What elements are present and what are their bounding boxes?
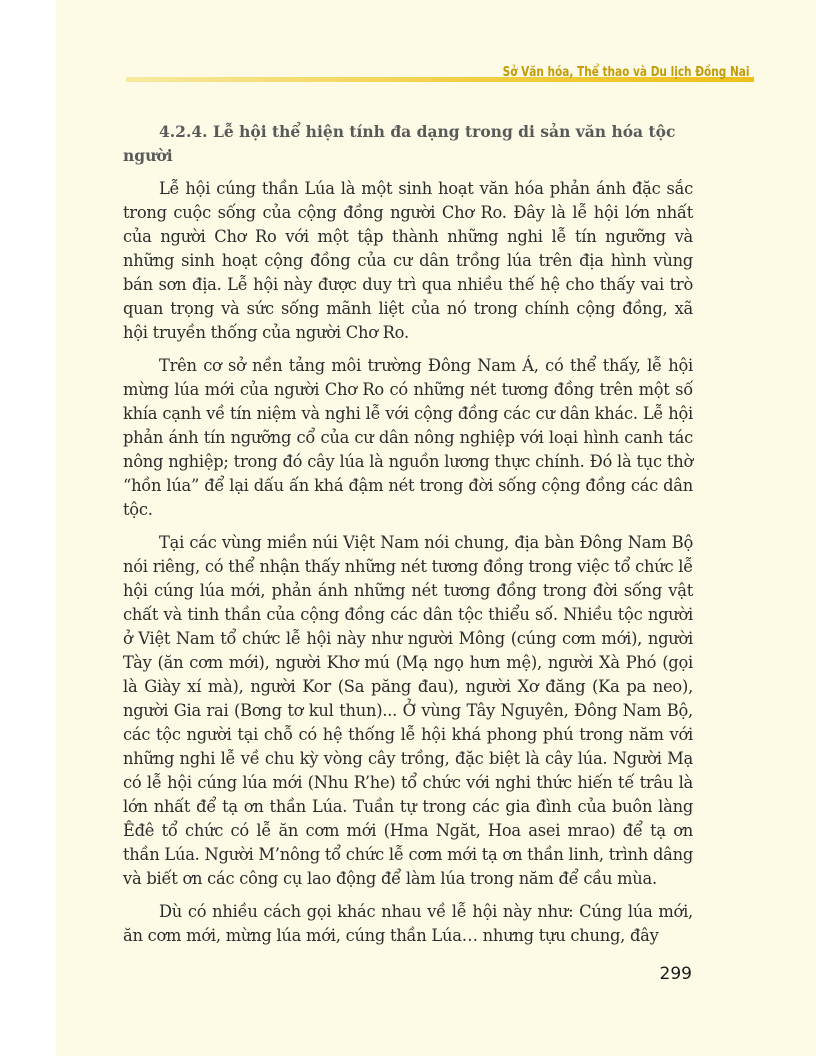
paragraph-1: Lễ hội cúng thần Lúa là một sinh hoạt văn hóa phản ánh đặc sắc trong cuộc sống của cộng đồng người Chơ Ro. Đây là lễ hội lớn nhất của người Chơ Ro với một tập thành những nghi lễ tín ngưỡng và những sinh hoạt cộng đồng của cư dân trồng lúa trên địa hình vùng bán sơn địa. Lễ hội này được duy trì qua nhiều thế hệ cho thấy vai trò quan trọng và sức sống mãnh liệt của nó trong chính cộng đồng, xã hội truyền thống của người Chơ Ro. [123,179,693,342]
page-content [123,120,693,957]
running-header: Sở Văn hóa, Thể thao và Du lịch Đồng Nai [503,64,750,80]
section-heading: 4.2.4. Lễ hội thể hiện tính đa dạng trong di sản văn hóa tộc người [123,122,676,165]
page-number: 299 [659,964,692,984]
paragraph-2: Trên cơ sở nền tảng môi trường Đông Nam Á, có thể thấy, lễ hội mừng lúa mới của người Chơ Ro có những nét tương đồng trên một số khía cạnh về tín niệm và nghi lễ với cộng đồng các cư dân khác. Lễ hội phản ánh tín ngưỡng cổ của cư dân nông nghiệp với loại hình canh tác nông nghiệp; trong đó cây lúa là nguồn lương thực chính. Đó là tục thờ “hồn lúa” để lại dấu ấn khá đậm nét trong đời sống cộng đồng các dân tộc. [123,356,693,519]
paragraph-3: Tại các vùng miền núi Việt Nam nói chung, địa bàn Đông Nam Bộ nói riêng, có thể nhận thấy những nét tương đồng trong việc tổ chức lễ hội cúng lúa mới, phản ánh những nét tương đồng trong đời sống vật chất và tinh thần của cộng đồng các dân tộc thiểu số. Nhiều tộc người ở Việt Nam tổ chức lễ hội này như người Mông (cúng cơm mới), người Tày (ăn cơm mới), người Khơ mú (Mạ ngọ hưn mệ), người Xà Phó (gọi là Giày xí mà), người Kor (Sa păng đau), người Xơ đăng (Ka pa neo), người Gia rai (Bơng tơ kul thun)... Ở vùng Tây Nguyên, Đông Nam Bộ, các tộc người tại chỗ có hệ thống lễ hội khá phong phú trong năm với những nghi lễ về chu kỳ vòng cây trồng, đặc biệt là cây lúa. Người Mạ có lễ hội cúng lúa mới (Nhu R’he) tổ chức với nghi thức hiến tế trâu là lớn nhất để tạ ơn thần Lúa. Tuần tự trong các gia đình của buôn làng Êđê tổ chức có lễ ăn cơm mới (Hma Ngăt, Hoa asei mrao) để tạ ơn thần Lúa. Người M’nông tổ chức lễ cơm mới tạ ơn thần linh, trình dâng và biết ơn các công cụ lao động để làm lúa trong năm để cầu mùa. [123,533,693,888]
paragraph-4: Dù có nhiều cách gọi khác nhau về lễ hội này như: Cúng lúa mới, ăn cơm mới, mừng lúa mới, cúng thần Lúa… nhưng tựu chung, đây [123,902,693,945]
book-page [56,0,816,1056]
